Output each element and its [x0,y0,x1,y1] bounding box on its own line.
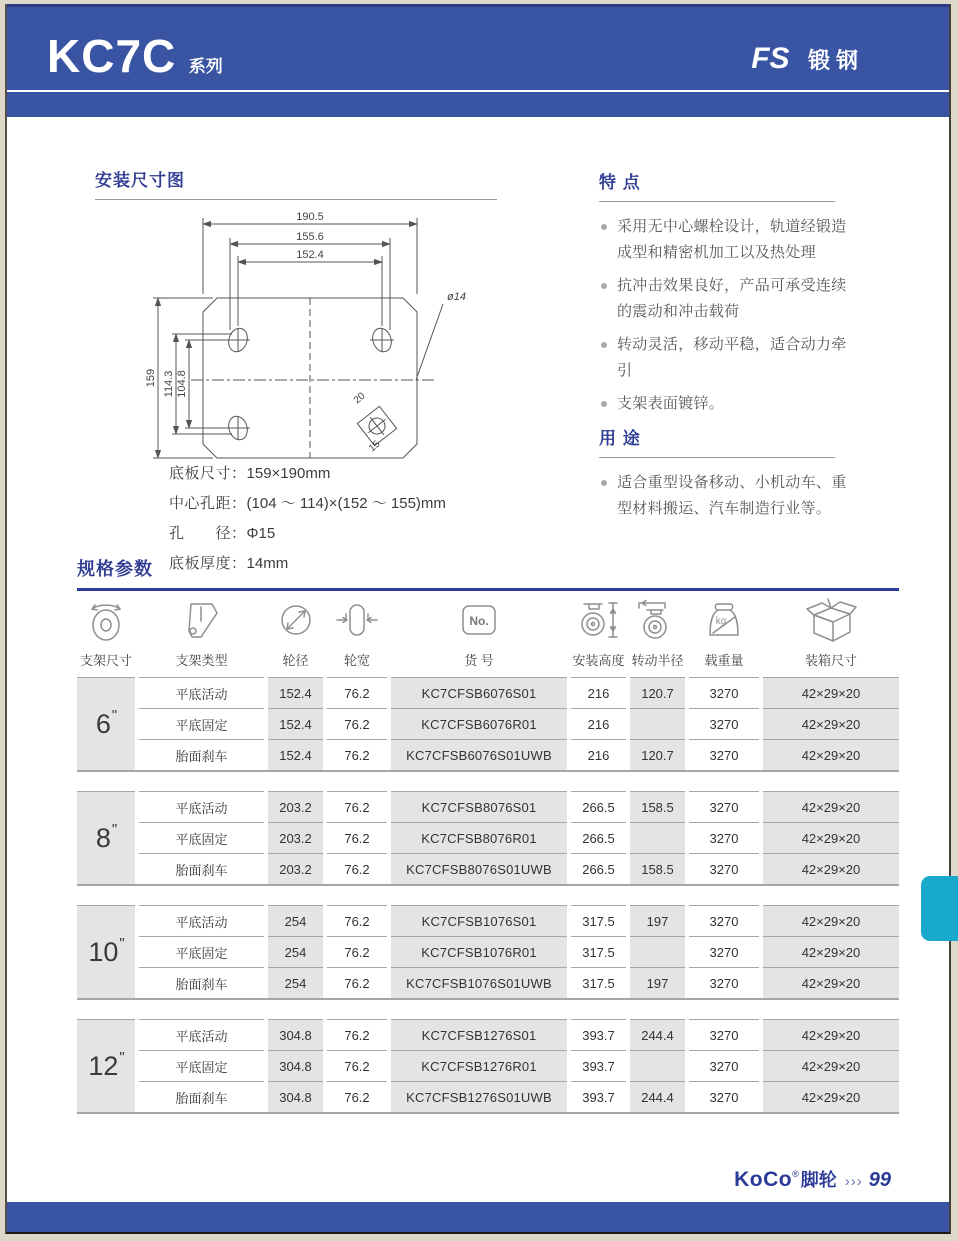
bullet-item: 采用无中心螺栓设计，轨道经锻造成型和精密机加工以及热处理 [599,214,847,266]
cell-sku: KC7CFSB8076S01 [391,791,567,822]
column-header-7 [630,594,685,675]
cell-wheel_width: 76.2 [327,967,387,998]
cell-wheel_dia: 203.2 [268,853,323,884]
cell-carton: 42×29×20 [763,905,899,936]
column-label: 转动半径 [631,653,684,668]
series-title [47,29,223,83]
brand-suffix: 脚轮 [800,1170,837,1190]
cell-mount_height: 317.5 [571,936,626,967]
size-group-6in [77,677,899,772]
svg-text:kg: kg [715,616,727,627]
table-section-header [77,555,899,591]
carton-icon [804,594,858,646]
cell-type: 胎面刹车 [139,1081,264,1112]
column-header-8 [689,594,759,675]
material-code: FS [751,42,790,75]
drawing-section-title: 安装尺寸图 [95,166,497,200]
column-label: 轮宽 [343,653,370,668]
cell-type: 胎面刹车 [139,739,264,770]
usage-title: 用 途 [599,424,835,458]
swivel-top-icon [83,594,129,646]
cell-carton: 42×29×20 [763,1081,899,1112]
material-name: 锻钢 [807,48,864,73]
cell-wheel_width: 76.2 [327,708,387,739]
column-label: 支架类型 [175,653,228,668]
cell-turn_radius: 197 [630,967,685,998]
cell-type: 胎面刹车 [139,853,264,884]
inch-mark: " [119,934,125,952]
table-section-title: 规格参数 [77,555,899,591]
spec-value: (104 ～ 114)×(152 ～ 155)mm [246,495,446,512]
size-value: 12 [88,1050,119,1081]
footer-logo [734,1166,891,1192]
column-header-5 [391,594,567,675]
dim-detail-b: 15 [366,438,383,455]
cell-carton: 42×29×20 [763,708,899,739]
plate-drawing-svg [125,200,485,462]
cell-sku: KC7CFSB1276S01UWB [391,1081,567,1112]
column-header-2 [139,594,264,675]
footer-bar [7,1202,949,1232]
cell-type: 平底固定 [139,822,264,853]
page-number: 99 [868,1169,891,1191]
cell-carton: 42×29×20 [763,936,899,967]
cell-mount_height: 266.5 [571,822,626,853]
cell-turn_radius: 244.4 [630,1081,685,1112]
bullet-item: 适合重型设备移动、小机动车、重型材料搬运、汽车制造行业等。 [599,470,847,522]
bracket-icon [179,594,225,646]
cell-turn_radius [630,708,685,739]
cell-load: 3270 [689,822,759,853]
turn-radius-icon [635,594,681,646]
cell-turn_radius [630,1050,685,1081]
cell-type: 平底活动 [139,677,264,708]
cell-mount_height: 317.5 [571,905,626,936]
features-title: 特 点 [599,168,835,202]
cell-wheel_width: 76.2 [327,1050,387,1081]
group-size-label [77,677,135,770]
cell-wheel_width: 76.2 [327,905,387,936]
cell-load: 3270 [689,1050,759,1081]
spec-table [77,594,899,1133]
page-header [7,4,949,117]
cell-turn_radius: 120.7 [630,739,685,770]
series-name: KC7C [47,30,177,82]
cell-mount_height: 266.5 [571,853,626,884]
cell-sku: KC7CFSB1276S01 [391,1019,567,1050]
cell-sku: KC7CFSB1076S01UWB [391,967,567,998]
dim-width-outer: 190.5 [296,211,324,223]
cell-wheel_dia: 203.2 [268,822,323,853]
cell-wheel_dia: 254 [268,967,323,998]
cell-sku: KC7CFSB1076S01 [391,905,567,936]
column-label: 装箱尺寸 [804,653,857,668]
cell-type: 平底固定 [139,708,264,739]
cell-wheel_dia: 152.4 [268,708,323,739]
catalog-page [5,4,951,1234]
cell-wheel_width: 76.2 [327,677,387,708]
dim-height-outer: 159 [145,368,157,388]
registered-mark: ® [792,1169,799,1179]
column-label: 载重量 [704,653,744,668]
cell-wheel_width: 76.2 [327,791,387,822]
group-size-label [77,1019,135,1112]
usage-section [599,424,847,529]
dim-height-inner: 104.8 [176,370,188,398]
size-group-10in [77,905,899,1000]
cell-turn_radius [630,822,685,853]
inch-mark: " [119,1048,125,1066]
mounting-dimension-drawing [125,200,485,467]
cell-wheel_width: 76.2 [327,739,387,770]
column-label: 货 号 [464,653,494,668]
brand-name: KoCo [734,1168,793,1191]
features-section [599,168,847,424]
cell-wheel_width: 76.2 [327,1081,387,1112]
cell-mount_height: 393.7 [571,1019,626,1050]
cell-wheel_width: 76.2 [327,936,387,967]
size-value: 8 [95,822,111,853]
spec-label: 底板厚度： [169,555,247,572]
cell-wheel_width: 76.2 [327,822,387,853]
size-group-12in [77,1019,899,1114]
cell-wheel_dia: 254 [268,936,323,967]
slot-detail [357,406,396,445]
dim-height-mid: 114.3 [163,370,175,398]
cell-load: 3270 [689,791,759,822]
cell-mount_height: 393.7 [571,1081,626,1112]
column-header-1 [77,594,135,675]
cell-carton: 42×29×20 [763,677,899,708]
cell-type: 平底活动 [139,905,264,936]
cell-load: 3270 [689,708,759,739]
bullet-item: 转动灵活，移动平稳，适合动力牵引 [599,332,847,384]
column-label: 支架尺寸 [79,653,132,668]
inch-mark: " [111,706,118,724]
cell-mount_height: 393.7 [571,1050,626,1081]
spec-value: Φ15 [246,525,276,542]
cell-load: 3270 [689,677,759,708]
cell-sku: KC7CFSB8076R01 [391,822,567,853]
cell-mount_height: 216 [571,708,626,739]
spec-label: 底板尺寸： [169,465,247,482]
cell-wheel_dia: 203.2 [268,791,323,822]
cell-turn_radius: 120.7 [630,677,685,708]
column-header-9 [763,594,899,675]
column-header-3 [268,594,323,675]
cell-mount_height: 266.5 [571,791,626,822]
cell-sku: KC7CFSB6076R01 [391,708,567,739]
cell-wheel_dia: 152.4 [268,677,323,708]
bullet-item: 支架表面镀锌。 [599,391,847,417]
spec-label: 孔 径： [169,525,247,542]
cell-turn_radius [630,936,685,967]
cell-sku: KC7CFSB1276R01 [391,1050,567,1081]
spec-line [169,492,446,513]
cell-carton: 42×29×20 [763,739,899,770]
spec-value: 14mm [246,555,289,572]
size-value: 10 [88,936,119,967]
spec-line [169,462,446,483]
size-group-8in [77,791,899,886]
cell-sku: KC7CFSB1076R01 [391,936,567,967]
chevrons-icon: ››› [844,1173,863,1190]
cell-carton: 42×29×20 [763,1019,899,1050]
cell-load: 3270 [689,905,759,936]
spec-line [169,522,446,543]
column-header-4 [327,594,387,675]
usage-list [599,470,847,522]
group-size-label [77,905,135,998]
features-list [599,214,847,417]
cell-sku: KC7CFSB6076S01 [391,677,567,708]
mount-height-icon [576,594,622,646]
series-suffix: 系列 [188,57,223,76]
cell-mount_height: 317.5 [571,967,626,998]
cell-load: 3270 [689,739,759,770]
inch-mark: " [111,820,118,838]
cell-wheel_width: 76.2 [327,1019,387,1050]
column-label: 轮径 [282,653,309,668]
cell-type: 平底活动 [139,791,264,822]
cell-type: 胎面刹车 [139,967,264,998]
cell-turn_radius: 244.4 [630,1019,685,1050]
cell-type: 平底活动 [139,1019,264,1050]
spec-table-header [77,594,899,675]
load-kg-icon [701,594,747,646]
cell-load: 3270 [689,853,759,884]
drawing-section-header [95,166,497,200]
spec-label: 中心孔距： [169,495,247,512]
cell-carton: 42×29×20 [763,791,899,822]
group-size-label [77,791,135,884]
cell-load: 3270 [689,967,759,998]
side-index-tab [921,876,958,941]
cell-wheel_dia: 304.8 [268,1050,323,1081]
cell-wheel_width: 76.2 [327,853,387,884]
cell-carton: 42×29×20 [763,853,899,884]
dim-detail-a: 20 [351,390,368,407]
header-divider [7,90,949,92]
cell-carton: 42×29×20 [763,967,899,998]
cell-load: 3270 [689,1019,759,1050]
cell-wheel_dia: 304.8 [268,1081,323,1112]
no-badge-icon [456,594,502,646]
cell-type: 平底固定 [139,936,264,967]
column-header-6 [571,594,626,675]
spec-value: 159×190mm [246,465,331,482]
dim-width-inner: 152.4 [296,249,324,261]
cell-load: 3270 [689,1081,759,1112]
wheel-diameter-icon [273,594,319,646]
bullet-item: 抗冲击效果良好，产品可承受连续的震动和冲击载荷 [599,273,847,325]
dim-width-mid: 155.6 [296,231,324,243]
cell-turn_radius: 197 [630,905,685,936]
cell-mount_height: 216 [571,739,626,770]
cell-wheel_dia: 254 [268,905,323,936]
cell-load: 3270 [689,936,759,967]
material-title [751,42,864,76]
cell-wheel_dia: 152.4 [268,739,323,770]
cell-mount_height: 216 [571,677,626,708]
cell-carton: 42×29×20 [763,822,899,853]
cell-turn_radius: 158.5 [630,853,685,884]
cell-sku: KC7CFSB8076S01UWB [391,853,567,884]
cell-wheel_dia: 304.8 [268,1019,323,1050]
column-label: 安装高度 [572,653,625,668]
cell-turn_radius: 158.5 [630,791,685,822]
cell-carton: 42×29×20 [763,1050,899,1081]
cell-sku: KC7CFSB6076S01UWB [391,739,567,770]
wheel-width-icon [334,594,380,646]
size-value: 6 [95,708,111,739]
spec-table-body [77,677,899,1114]
dim-hole-diameter: ø14 [447,291,466,303]
svg-text:No.: No. [469,614,489,628]
cell-type: 平底固定 [139,1050,264,1081]
